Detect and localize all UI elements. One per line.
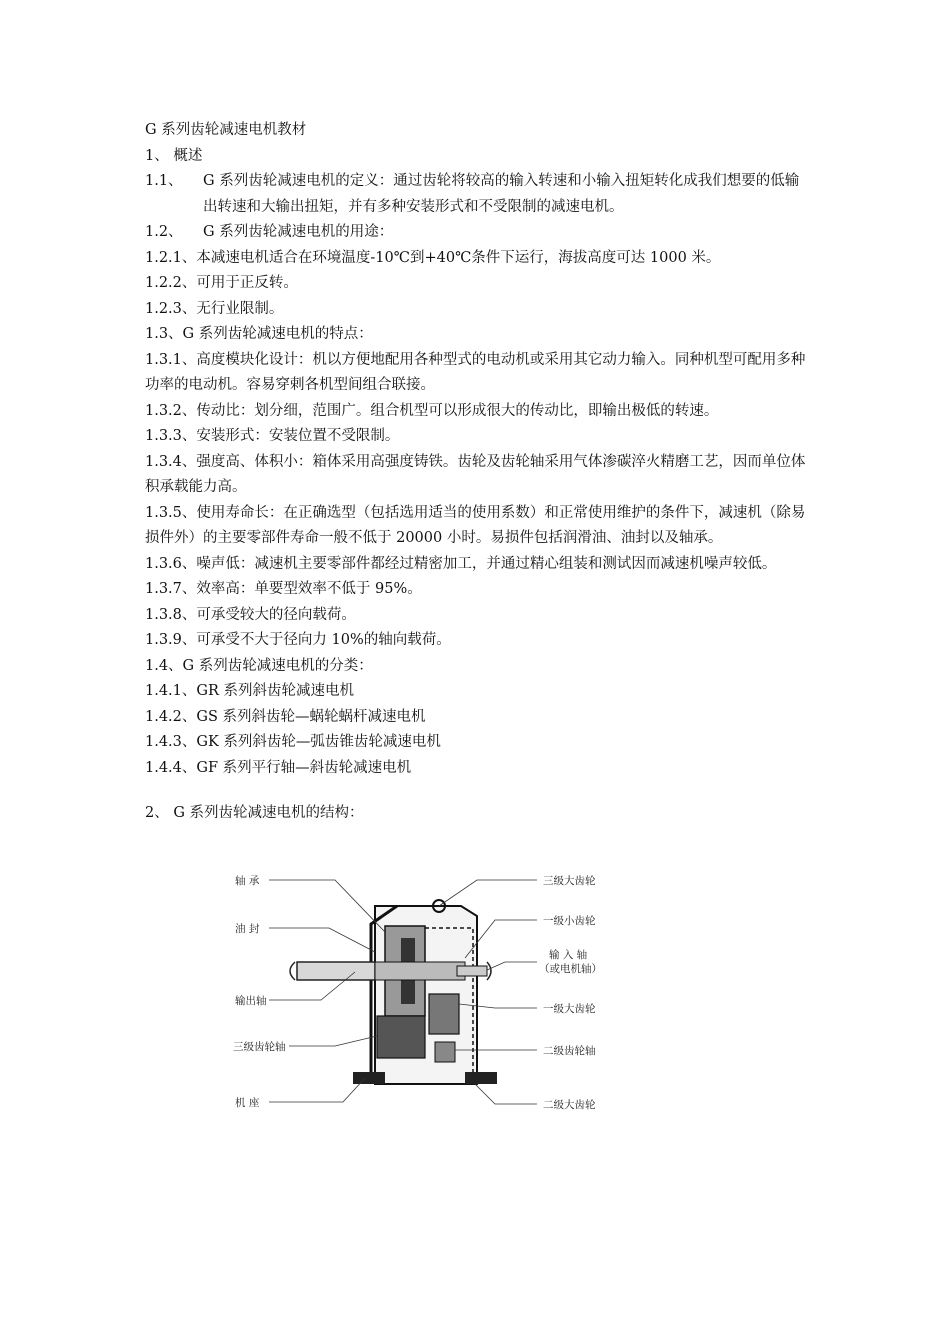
label-third-gear-shaft: 三级齿轮轴: [233, 1041, 286, 1053]
label-bearing: 轴 承: [235, 875, 260, 887]
document-title: G 系列齿轮减速电机教材: [145, 122, 307, 138]
label-third-large-gear: 三级大齿轮: [543, 875, 596, 887]
item-1-2-1: 1.2.1、本减速电机适合在环境温度-10℃到+40℃条件下运行，海拔高度可达 1000 米。: [145, 249, 721, 266]
item-1-2: [145, 220, 810, 246]
item-1-1-number: 1.1、: [145, 173, 183, 189]
item-1-1-text: G 系列齿轮减速电机的定义：通过齿轮将较高的输入转速和小输入扭矩转化成我们想要的低输出转速和大输出扭矩，并有多种安装形式和不受限制的减速电机。: [203, 173, 800, 215]
label-output-shaft: 输出轴: [235, 995, 267, 1007]
gear-reducer-diagram: [225, 866, 617, 1114]
item-1-3-8: 1.3.8、可承受较大的径向载荷。: [145, 606, 356, 623]
label-second-large-gear: 二级大齿轮: [543, 1099, 596, 1111]
item-1-3-6: 1.3.6、噪声低：减速机主要零部件都经过精密加工，并通过精心组装和测试因而减速机噪声较低。: [145, 555, 777, 572]
item-1-2-number: 1.2、: [145, 224, 183, 240]
item-1-2-text: G 系列齿轮减速电机的用途：: [203, 224, 394, 240]
item-1-3-1: 1.3.1、高度模块化设计：机以方便地配用各种型式的电动机或采用其它动力输入。同种机型可配用多种功率的电动机。容易穿剌各机型间组合联接。: [145, 351, 806, 393]
item-1-4-1: 1.4.1、GR 系列斜齿轮减速电机: [145, 683, 355, 699]
item-1-4-3: 1.4.3、GK 系列斜齿轮—弧齿锥齿轮减速电机: [145, 734, 441, 750]
item-1-2-3: 1.2.3、无行业限制。: [145, 300, 284, 317]
item-1-3-5: 1.3.5、使用寿命长：在正确选型（包括选用适当的使用系数）和正常使用维护的条件下，减速机（除易损件外）的主要零部件寿命一般不低于 20000 小时。易损件包括润滑油、油封以及轴承。: [145, 504, 806, 546]
item-1-1: [145, 169, 810, 220]
item-1-3-9: 1.3.9、可承受不大于径向力 10%的轴向载荷。: [145, 632, 451, 648]
item-1-2-2: 1.2.2、可用于正反转。: [145, 275, 298, 291]
section-1-heading: 1、 概述: [145, 147, 203, 164]
item-1-3-3: 1.3.3、安装形式：安装位置不受限制。: [145, 428, 400, 444]
document-text: [145, 118, 810, 827]
label-oil-seal: 油 封: [235, 923, 260, 935]
item-1-4-2: 1.4.2、GS 系列斜齿轮—蜗轮蜗杆减速电机: [145, 708, 426, 725]
item-1-3-7: 1.3.7、效率高：单要型效率不低于 95%。: [145, 581, 422, 597]
item-1-3-4: 1.3.4、强度高、体积小：箱体采用高强度铸铁。齿轮及齿轮轴采用气体渗碳淬火精磨工艺，因而单位体积承载能力高。: [145, 453, 806, 495]
label-first-large-gear: 一级大齿轮: [543, 1003, 596, 1015]
paragraph-gap: [145, 781, 810, 801]
item-1-4-4: 1.4.4、GF 系列平行轴—斜齿轮减速电机: [145, 759, 412, 776]
label-motor-shaft: （或电机轴）: [539, 963, 602, 975]
gear-reducer-drawing: [225, 866, 617, 1114]
label-input-shaft: 输 入 轴: [549, 949, 588, 961]
section-2-heading: 2、 G 系列齿轮减速电机的结构：: [145, 805, 364, 821]
label-base: 机 座: [235, 1097, 260, 1109]
label-first-small-gear: 一级小齿轮: [543, 915, 596, 927]
item-1-4: 1.4、G 系列齿轮减速电机的分类：: [145, 657, 373, 674]
label-second-gear-shaft: 二级齿轮轴: [543, 1045, 596, 1057]
item-1-3-2: 1.3.2、传动比：划分细，范围广。组合机型可以形成很大的传动比，即输出极低的转速。: [145, 402, 719, 419]
item-1-3: 1.3、G 系列齿轮减速电机的特点：: [145, 326, 373, 342]
